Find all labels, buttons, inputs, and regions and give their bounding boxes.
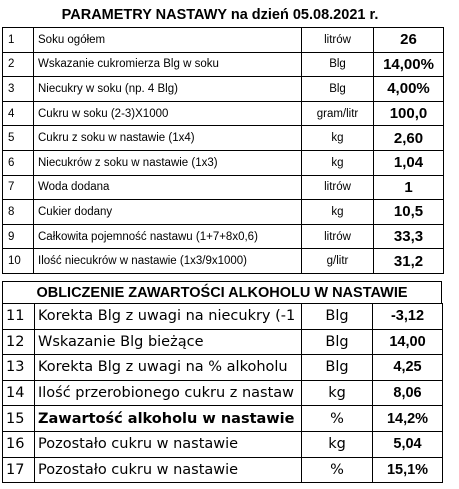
row-unit[interactable]: Blg — [302, 77, 374, 102]
row-description[interactable]: Cukru w soku (2-3)X1000 — [34, 101, 302, 126]
row-description[interactable]: Korekta Blg z uwagi na % alkoholu — [35, 355, 302, 381]
row-number[interactable]: 5 — [3, 126, 34, 151]
row-unit[interactable]: Blg — [302, 52, 374, 77]
row-number[interactable]: 8 — [3, 200, 34, 225]
row-value[interactable]: 14,00 — [373, 329, 443, 355]
section-title-alcohol: OBLICZENIE ZAWARTOŚCI ALKOHOLU W NASTAWIE — [2, 281, 442, 304]
row-number[interactable]: 14 — [3, 380, 35, 406]
row-unit[interactable]: Blg — [302, 329, 373, 355]
table-row — [3, 28, 444, 53]
row-value[interactable]: 1,04 — [374, 150, 444, 175]
alcohol-calculation-table — [2, 303, 443, 483]
row-description[interactable]: Woda dodana — [34, 175, 302, 200]
row-unit[interactable]: g/litr — [302, 249, 374, 274]
row-number[interactable]: 11 — [3, 304, 35, 330]
row-unit[interactable]: Blg — [302, 355, 373, 381]
row-value[interactable]: 14,00% — [374, 52, 444, 77]
row-number[interactable]: 3 — [3, 77, 34, 102]
table-row — [3, 224, 444, 249]
row-number[interactable]: 13 — [3, 355, 35, 381]
row-value[interactable]: 10,5 — [374, 200, 444, 225]
row-number[interactable]: 1 — [3, 28, 34, 53]
row-description[interactable]: Niecukrów z soku w nastawie (1x3) — [34, 150, 302, 175]
table-row — [3, 304, 443, 330]
row-unit[interactable]: litrów — [302, 224, 374, 249]
row-description[interactable]: Ilość niecukrów w nastawie (1x3/9x1000) — [34, 249, 302, 274]
row-number[interactable]: 17 — [3, 457, 35, 483]
row-description[interactable]: Zawartość alkoholu w nastawie — [35, 406, 302, 432]
row-value[interactable]: -3,12 — [373, 304, 443, 330]
row-value[interactable]: 26 — [374, 28, 444, 53]
row-description[interactable]: Wskazanie cukromierza Blg w soku — [34, 52, 302, 77]
row-unit[interactable]: litrów — [302, 28, 374, 53]
table-row — [3, 380, 443, 406]
row-value[interactable]: 8,06 — [373, 380, 443, 406]
row-description[interactable]: Cukier dodany — [34, 200, 302, 225]
row-value[interactable]: 14,2% — [373, 406, 443, 432]
row-number[interactable]: 6 — [3, 150, 34, 175]
row-value[interactable]: 31,2 — [374, 249, 444, 274]
row-unit[interactable]: kg — [302, 150, 374, 175]
row-unit[interactable]: kg — [302, 200, 374, 225]
row-value[interactable]: 4,25 — [373, 355, 443, 381]
row-value[interactable]: 15,1% — [373, 457, 443, 483]
row-value[interactable]: 2,60 — [374, 126, 444, 151]
row-number[interactable]: 15 — [3, 406, 35, 432]
table-row — [3, 329, 443, 355]
table-row — [3, 77, 444, 102]
row-description[interactable]: Wskazanie Blg bieżące — [35, 329, 302, 355]
row-number[interactable]: 9 — [3, 224, 34, 249]
row-description[interactable]: Niecukry w soku (np. 4 Blg) — [34, 77, 302, 102]
sheet-margin — [448, 0, 459, 489]
row-value[interactable]: 5,04 — [373, 431, 443, 457]
table-row — [3, 431, 443, 457]
row-unit[interactable]: % — [302, 406, 373, 432]
table-row — [3, 355, 443, 381]
row-value[interactable]: 33,3 — [374, 224, 444, 249]
row-value[interactable]: 100,0 — [374, 101, 444, 126]
row-unit[interactable]: litrów — [302, 175, 374, 200]
table-row — [3, 52, 444, 77]
sheet-title: PARAMETRY NASTAWY na dzień 05.08.2021 r. — [61, 7, 379, 23]
row-value[interactable]: 1 — [374, 175, 444, 200]
table-row — [3, 200, 444, 225]
row-unit[interactable]: % — [302, 457, 373, 483]
row-number[interactable]: 12 — [3, 329, 35, 355]
table-row — [3, 101, 444, 126]
table-row — [3, 126, 444, 151]
row-number[interactable]: 4 — [3, 101, 34, 126]
row-description[interactable]: Pozostało cukru w nastawie — [35, 457, 302, 483]
table-row — [3, 175, 444, 200]
table-row — [3, 249, 444, 274]
row-number[interactable]: 16 — [3, 431, 35, 457]
row-description[interactable]: Cukru z soku w nastawie (1x4) — [34, 126, 302, 151]
row-unit[interactable]: gram/litr — [302, 101, 374, 126]
row-unit[interactable]: kg — [302, 431, 373, 457]
row-description[interactable]: Ilość przerobionego cukru z nastaw — [35, 380, 302, 406]
row-unit[interactable]: kg — [302, 380, 373, 406]
table-row — [3, 406, 443, 432]
row-description[interactable]: Soku ogółem — [34, 28, 302, 53]
table-row — [3, 457, 443, 483]
row-description[interactable]: Korekta Blg z uwagi na niecukry (-1 — [35, 304, 302, 330]
row-unit[interactable]: kg — [302, 126, 374, 151]
row-description[interactable]: Pozostało cukru w nastawie — [35, 431, 302, 457]
row-number[interactable]: 7 — [3, 175, 34, 200]
row-number[interactable]: 2 — [3, 52, 34, 77]
row-number[interactable]: 10 — [3, 249, 34, 274]
table-row — [3, 150, 444, 175]
parameters-table — [2, 27, 444, 274]
row-description[interactable]: Całkowita pojemność nastawu (1+7+8x0,6) — [34, 224, 302, 249]
row-unit[interactable]: Blg — [302, 304, 373, 330]
row-value[interactable]: 4,00% — [374, 77, 444, 102]
